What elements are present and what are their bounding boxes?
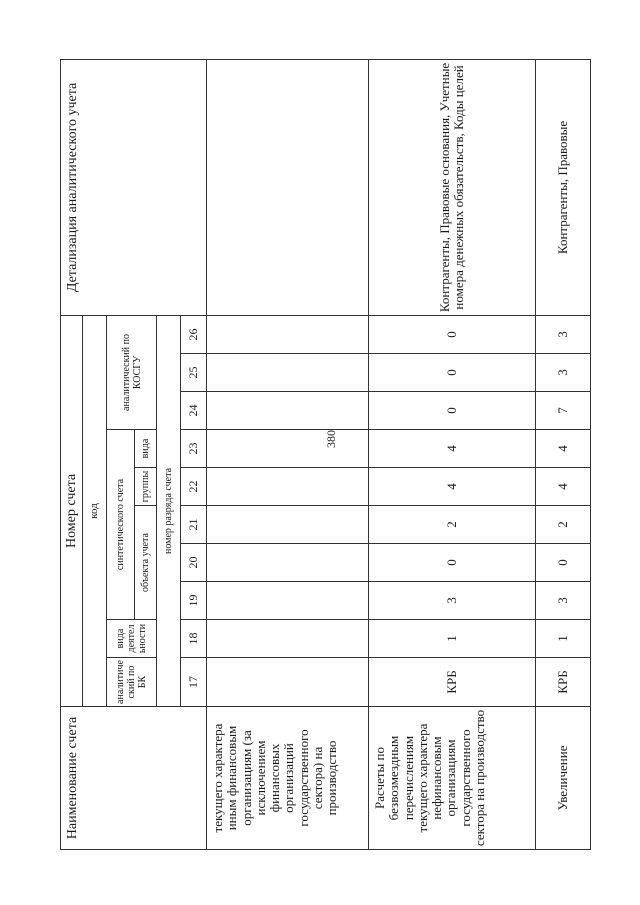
header-detail: Детализация аналитического учета	[61, 59, 207, 315]
header-analytic-bk: аналитиче ский по БК	[107, 658, 157, 707]
col-number: 20	[181, 544, 207, 582]
header-kind: вида	[135, 430, 157, 468]
header-account-name: Наименование счета	[61, 707, 207, 850]
row-value: 3	[369, 582, 536, 620]
col-number: 18	[181, 620, 207, 658]
row-value: 4	[536, 430, 591, 468]
col-number: 26	[181, 315, 207, 353]
accounts-table	[60, 59, 591, 850]
row-value	[207, 354, 369, 392]
row-detail	[207, 59, 369, 315]
row-value: 3	[536, 354, 591, 392]
row-value	[207, 315, 369, 353]
row-value: 0	[536, 544, 591, 582]
header-synthetic: синтетического счета	[107, 430, 135, 620]
row-value: 2	[369, 506, 536, 544]
row-value	[207, 468, 369, 506]
row-value: 0	[369, 354, 536, 392]
row-value	[207, 582, 369, 620]
rotated-page	[60, 60, 590, 850]
col-number: 23	[181, 430, 207, 468]
row-value	[207, 544, 369, 582]
header-analytic-kosgu: аналитический по КОСГУ	[107, 315, 157, 429]
table-row	[207, 59, 369, 849]
col-number: 17	[181, 658, 207, 707]
row-value	[207, 658, 369, 707]
row-value: 0	[369, 315, 536, 353]
row-value: 1	[536, 620, 591, 658]
row-name: Расчеты по безвозмездным перечислениям текущего характера нефинансовым организациям государственного сектора на производство	[369, 707, 536, 850]
col-number: 22	[181, 468, 207, 506]
row-value: 2	[536, 506, 591, 544]
row-value: 1	[369, 620, 536, 658]
table-row	[536, 59, 591, 849]
page-number: 380	[324, 430, 338, 448]
header-kod: код	[83, 315, 107, 706]
row-value: 4	[536, 468, 591, 506]
row-value	[207, 620, 369, 658]
row-value: 3	[536, 582, 591, 620]
table-row	[369, 59, 536, 849]
row-value: КРБ	[369, 658, 536, 707]
row-detail: Контрагенты, Правовые основания, Учетные номера денежных обязательств, Коды целей	[369, 59, 536, 315]
row-value: КРБ	[536, 658, 591, 707]
row-value	[207, 430, 369, 468]
row-detail: Контрагенты, Правовые	[536, 59, 591, 315]
row-value: 0	[369, 392, 536, 430]
row-value: 0	[369, 544, 536, 582]
header-activity-type: вида деятел ьности	[107, 620, 157, 658]
col-number: 24	[181, 392, 207, 430]
row-value: 4	[369, 468, 536, 506]
row-value	[207, 506, 369, 544]
row-value: 4	[369, 430, 536, 468]
row-name: Увеличение	[536, 707, 591, 850]
col-number: 21	[181, 506, 207, 544]
header-digit-number: номер разряда счета	[157, 315, 181, 706]
header-object: объекта учета	[135, 506, 157, 620]
col-number: 25	[181, 354, 207, 392]
row-value: 3	[536, 315, 591, 353]
row-value: 7	[536, 392, 591, 430]
header-account-number: Номер счета	[61, 315, 83, 706]
row-value	[207, 392, 369, 430]
row-name: текущего характера иным финансовым организациям (за исключением финансовых организаций государственного сектора) на производство	[207, 707, 369, 850]
col-number: 19	[181, 582, 207, 620]
header-group: группы	[135, 468, 157, 506]
